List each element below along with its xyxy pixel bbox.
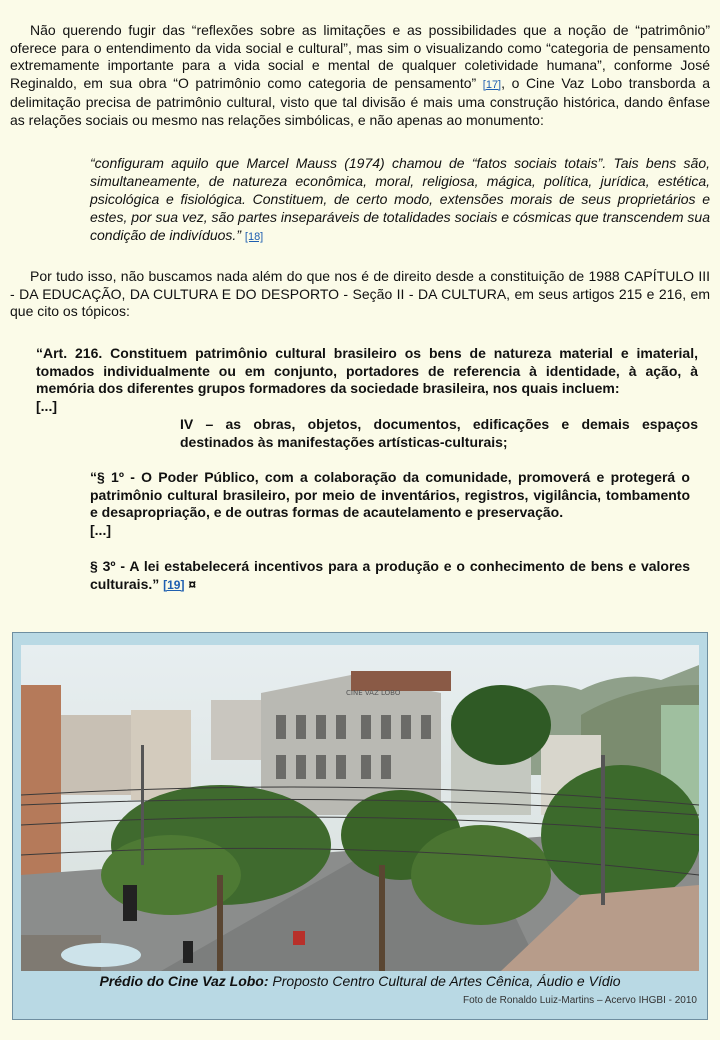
building-sign: CINE VAZ LOBO [346,689,401,697]
article-216: “Art. 216. Constituem patrimônio cultural brasileiro os bens de natureza material e imaterial, tomados individualmente ou em conjunto, portadores de referencia à identidade, à ação, à memória dos diferentes grupos formadores da sociedade brasileira, nos quais incluem: [...] [36,345,698,414]
constitution-paragraph: Por tudo isso, não buscamos nada além do que nos é de direito desde a constituição de 1988 CAPÍTULO III - DA EDUCAÇÃO, DA CULTURA E DO DESPORTO - Seção II - DA CULTURA, em seus artigos 215 e 216, em que cito os tópicos: [10,268,710,319]
photo-caption: Prédio do Cine Vaz Lobo: Proposto Centro Cultural de Artes Cênica, Áudio e Vídio [99,973,621,989]
paragraph-1: “§ 1º - O Poder Público, com a colaboração da comunidade, promoverá e protegerá o patrimônio cultural brasileiro, por meio de inventários, registros, vigilância, tombamento e desapropriação, e de outras formas de acautelamento e preservação. [...] [90,469,690,538]
street-photo-illustration [21,645,699,971]
item-iv: IV – as obras, objetos, documentos, edificações e demais espaços destinados às manifestações artísticas-culturais; [180,416,698,450]
photo-frame [12,632,708,1020]
paragraph-3: § 3º - A lei estabelecerá incentivos para a produção e o conhecimento de bens e valores culturais.” [19] ¤ [90,558,690,592]
footnote-link-18[interactable]: [18] [244,231,264,243]
cine-vaz-lobo-photo [21,645,699,971]
ellipsis: [...] [36,397,57,414]
photo-credit: Foto de Ronaldo Luiz-Martins – Acervo IHGBI - 2010 [462,995,697,1006]
mauss-quote: “configuram aquilo que Marcel Mauss (1974) chamou de “fatos sociais totais”. Tais bens são, simultaneamente, de natureza econômica, moral, religiosa, mágica, política, jurídica, estética, psicológica e fisiológica. Constituem, de certo modo, extensões morais de seus proprietários e estes, por sua vez, são partes inseparáveis de totalidades sociais e cósmicas que transcendem sua condição de indivíduos.” [18] [90,155,710,243]
end-mark-icon: ¤ [188,575,197,592]
footnote-link-19[interactable]: [19] [163,577,185,592]
footnote-link-17[interactable]: [17] [482,78,502,91]
ellipsis-2: [...] [90,521,111,538]
intro-paragraph: Não querendo fugir das “reflexões sobre as limitações e as possibilidades que a noção de “patrimônio” oferece para o entendimento da vida social e cultural”, mas sim o visualizando como “categoria de pensamento extremamente importante para a vida social e mental de qualquer coletividade humana”, conforme José Reginaldo, em sua obra “O patrimônio como categoria de pensamento” [17], o Cine Vaz Lobo transborda a delimitação precisa de patrimônio cultural, visto que tal divisão é mais uma construção histórica, dando ênfase as relações sociais ou mesmo nas relações simbólicas, e não apenas ao monumento: [10,22,710,128]
